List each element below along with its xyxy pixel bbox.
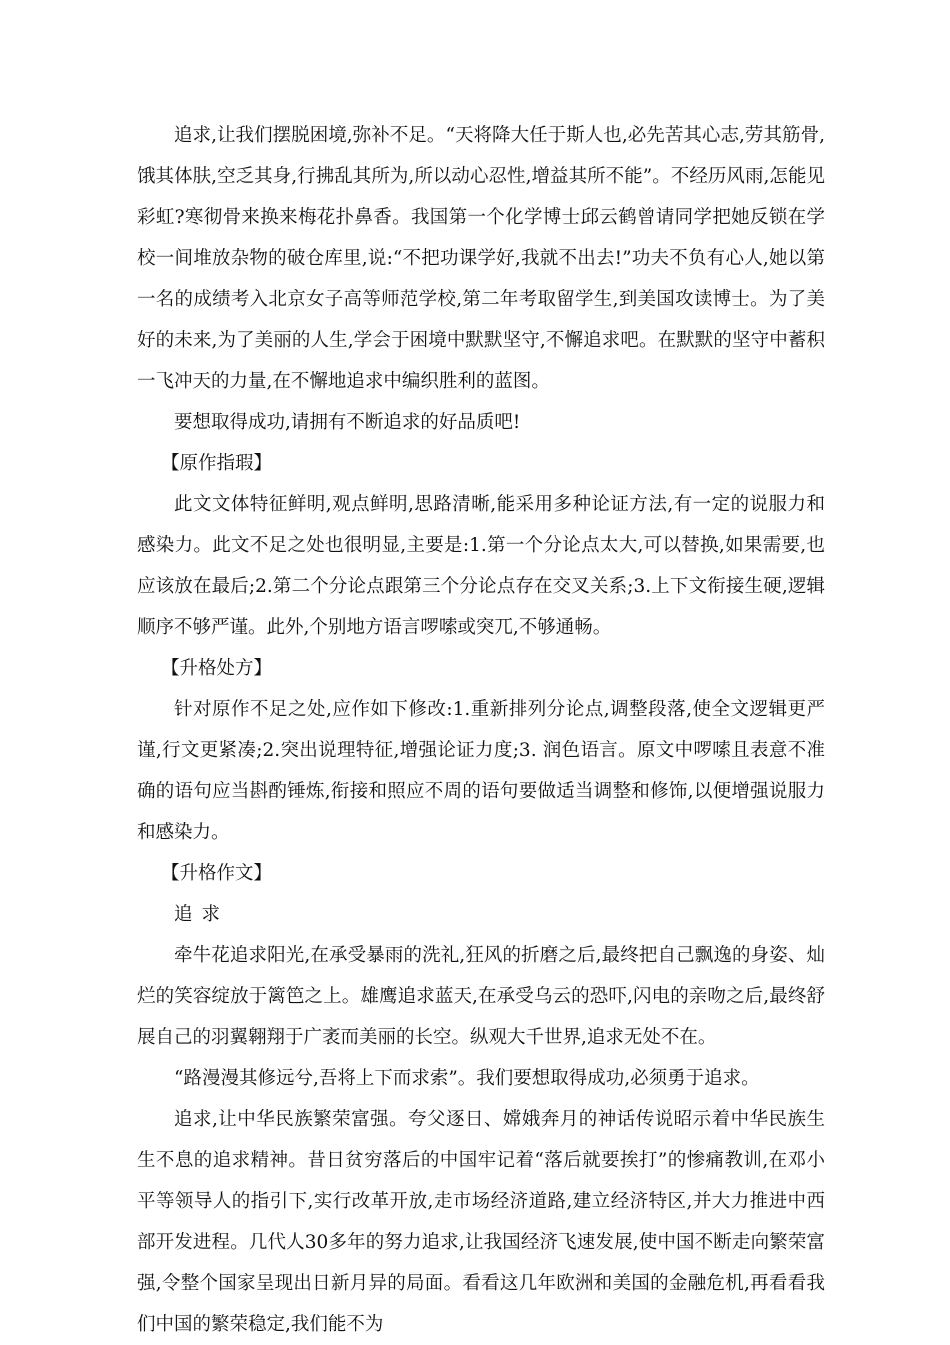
essay-title: 追求 [174, 904, 230, 925]
paragraph-thesis: “路漫漫其修远兮,吾将上下而求索”。我们要想取得成功,必须勇于追求。 [174, 1068, 760, 1089]
paragraph-chinese-nation: 追求,让中华民族繁荣富强。夸父逐日、嫦娥奔月的神话传说昭示着中华民族生生不息的追求精神。昔日贫穷落后的中国牢记着“落后就要挨打”的惨痛教训,在邓小平等领导人的指引下,实行改革开放,走市场经济道路,建立经济特区,并大力推进中西部开发进程。几代人30多年的努力追求,让我国经济飞速发展,使中国不断走向繁荣富强,令整个国家呈现出日新月异的局面。看看这几年欧洲和美国的金融危机,再看看我们中国的繁荣稳定,我们能不为 [137, 1109, 825, 1335]
paragraph-prescription: 针对原作不足之处,应作如下修改:1.重新排列分论点,调整段落,使全文逻辑更严谨,行文更紧凑;2.突出说理特征,增强论证力度;3. 润色语言。原文中啰嗦且表意不准确的语句应当斟酌锤炼,衔接和照应不周的语句要做适当调整和修饰,以便增强说服力和感染力。 [137, 699, 825, 843]
paragraph-morning-glory-eagle: 牵牛花追求阳光,在承受暴雨的洗礼,狂风的折磨之后,最终把自己飘逸的身姿、灿烂的笑容绽放于篱笆之上。雄鹰追求蓝天,在承受乌云的恐吓,闪电的亲吻之后,最终舒展自己的羽翼翱翔于广袤而美丽的长空。纵观大千世界,追求无处不在。 [137, 945, 825, 1048]
document-body [137, 115, 825, 1345]
section-heading-flaws: 【原作指瑕】 [161, 453, 273, 474]
section-heading-prescription: 【升格处方】 [161, 658, 273, 679]
paragraph-conclusion: 要想取得成功,请拥有不断追求的好品质吧! [174, 412, 521, 433]
section-heading-upgraded-essay: 【升格作文】 [161, 863, 273, 884]
paragraph-flaws-analysis: 此文文体特征鲜明,观点鲜明,思路清晰,能采用多种论证方法,有一定的说服力和感染力。此文不足之处也很明显,主要是:1.第一个分论点太大,可以替换,如果需要,也应该放在最后;2.第二个分论点跟第三个分论点存在交叉关系;3.上下文衔接生硬,逻辑顺序不够严谨。此外,个别地方语言啰嗦或突兀,不够通畅。 [137, 494, 825, 638]
paragraph-pursuit-overcome-hardship: 追求,让我们摆脱困境,弥补不足。“天将降大任于斯人也,必先苦其心志,劳其筋骨,饿其体肤,空乏其身,行拂乱其所为,所以动心忍性,增益其所不能”。不经历风雨,怎能见彩虹?寒彻骨来换来梅花扑鼻香。我国第一个化学博士邱云鹤曾请同学把她反锁在学校一间堆放杂物的破仓库里,说:“不把功课学好,我就不出去!”功夫不负有心人,她以第一名的成绩考入北京女子高等师范学校,第二年考取留学生,到美国攻读博士。为了美好的未来,为了美丽的人生,学会于困境中默默坚守,不懈追求吧。在默默的坚守中蓄积一飞冲天的力量,在不懈地追求中编织胜利的蓝图。 [137, 125, 825, 392]
